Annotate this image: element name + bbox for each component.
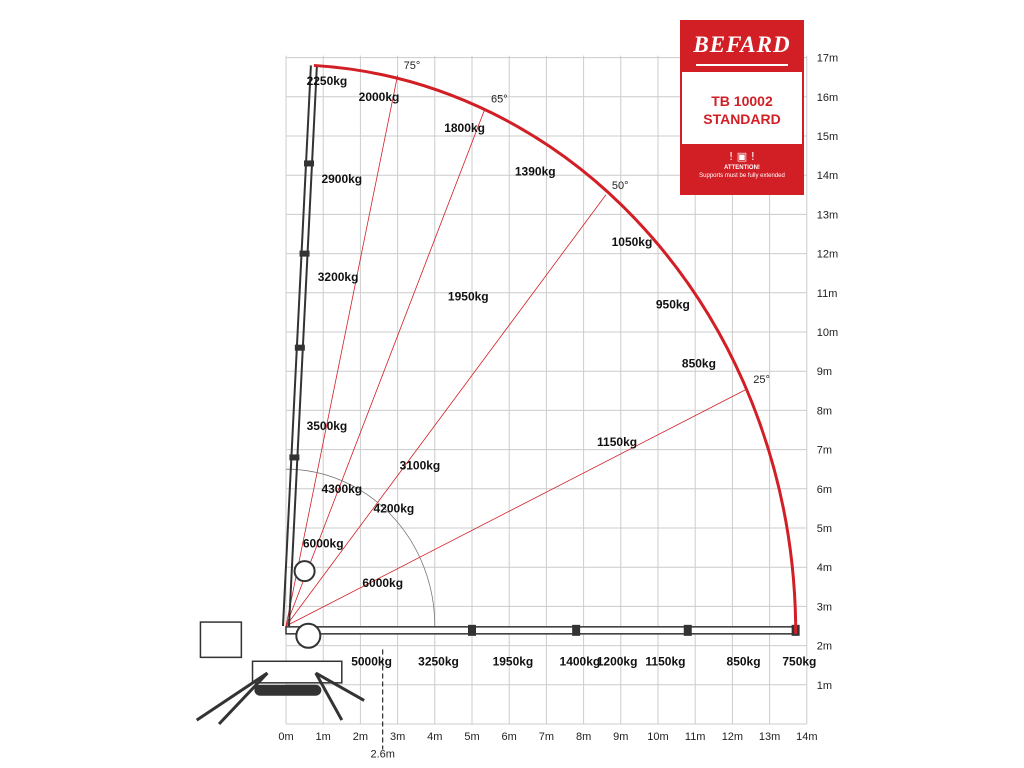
warning-icon: ! ▣ ! <box>728 150 756 163</box>
x-tick-label: 3m <box>389 731 406 743</box>
brand-underline <box>696 64 788 66</box>
warning-text: Supports must be fully extended <box>699 173 785 179</box>
boom-section-joint <box>304 160 314 166</box>
load-label: 3100kg <box>399 458 441 473</box>
counterweight-rack <box>200 622 241 657</box>
model-name <box>682 92 802 128</box>
y-tick-label: 7m <box>816 444 833 457</box>
load-label: 1800kg <box>444 121 485 136</box>
x-tick-label: 4m <box>427 731 443 743</box>
load-label: 4200kg <box>373 501 415 516</box>
y-tick-label: 4m <box>816 562 833 575</box>
load-label: 4300kg <box>321 481 363 496</box>
model-line-2: STANDARD <box>703 111 781 127</box>
load-label: 2000kg <box>358 89 400 104</box>
load-label: 950kg <box>655 297 690 312</box>
y-tick-label: 14m <box>816 170 839 183</box>
load-label: 1150kg <box>597 434 638 449</box>
boom-angle-label: 75° <box>403 60 421 73</box>
x-tick-label: 14m <box>796 731 818 743</box>
warning-panel <box>682 144 802 195</box>
boom-angle-label: 65° <box>491 93 508 106</box>
boom-section-joint <box>468 625 476 636</box>
y-tick-label: 1m <box>816 679 833 692</box>
load-label: 3200kg <box>317 270 359 285</box>
x-marker-label: 2.6m <box>370 748 395 761</box>
y-tick-label: 9m <box>816 366 833 379</box>
y-tick-label: 13m <box>816 209 839 222</box>
boom-angle-label: 50° <box>611 179 629 192</box>
load-label: 3500kg <box>306 419 348 434</box>
brand-badge <box>680 20 804 195</box>
y-tick-label: 10m <box>816 327 839 339</box>
boom-section-joint <box>289 454 299 460</box>
boom-section-joint <box>684 625 692 636</box>
load-label: 750kg <box>782 654 817 669</box>
boom-section-joint <box>572 625 580 636</box>
y-tick-label: 6m <box>816 483 833 496</box>
load-label: 3250kg <box>418 654 459 669</box>
crawler-track <box>254 685 321 696</box>
load-label: 6000kg <box>302 536 344 551</box>
y-tick-label: 3m <box>816 601 833 614</box>
y-tick-label: 16m <box>816 91 839 104</box>
load-label: 1150kg <box>645 654 686 669</box>
model-line-1: TB 10002 <box>711 93 773 109</box>
y-tick-label: 5m <box>816 523 833 535</box>
load-label: 850kg <box>681 356 716 371</box>
load-label: 850kg <box>726 654 761 669</box>
x-tick-label: 1m <box>315 731 331 743</box>
x-tick-label: 7m <box>538 731 555 743</box>
horizontal-boom-outline <box>286 627 796 634</box>
load-label: 1950kg <box>492 654 534 669</box>
load-label: 1950kg <box>447 289 489 304</box>
outrigger-leg <box>219 673 267 724</box>
load-label: 6000kg <box>362 575 404 590</box>
boom-section-joint <box>300 251 310 257</box>
boom-angle-line <box>286 389 747 626</box>
warning-title: ATTENTION! <box>724 165 760 171</box>
x-tick-label: 8m <box>575 731 592 743</box>
x-tick-label: 2m <box>352 731 369 743</box>
y-tick-label: 12m <box>816 248 839 261</box>
x-tick-label: 12m <box>721 731 744 743</box>
load-label: 2250kg <box>306 74 348 89</box>
x-tick-label: 10m <box>647 731 669 743</box>
x-tick-label: 0m <box>278 731 294 743</box>
x-tick-label: 9m <box>613 731 629 743</box>
winch-drum <box>295 561 315 581</box>
boom-section-joint <box>295 345 305 351</box>
boom-angle-label: 25° <box>753 373 770 386</box>
y-tick-label: 2m <box>816 640 833 653</box>
x-tick-label: 11m <box>684 731 706 743</box>
load-label: 2900kg <box>321 172 363 187</box>
y-tick-label: 17m <box>816 52 839 65</box>
outrigger-leg <box>197 673 268 720</box>
y-axis-ticks <box>817 53 838 692</box>
load-label: 5000kg <box>351 654 392 669</box>
x-tick-label: 5m <box>464 731 480 743</box>
load-label: 1050kg <box>611 234 653 249</box>
y-tick-label: 11m <box>816 287 838 300</box>
y-tick-label: 8m <box>816 405 833 418</box>
slewing-ring <box>296 624 320 648</box>
load-label: 1390kg <box>514 164 556 179</box>
y-tick-label: 15m <box>816 131 839 143</box>
load-label: 1400kg <box>559 654 601 669</box>
load-label: 1200kg <box>596 654 638 669</box>
x-tick-label: 13m <box>758 731 781 743</box>
brand-logo: BEFARD <box>682 22 802 72</box>
x-tick-label: 6m <box>501 731 517 743</box>
